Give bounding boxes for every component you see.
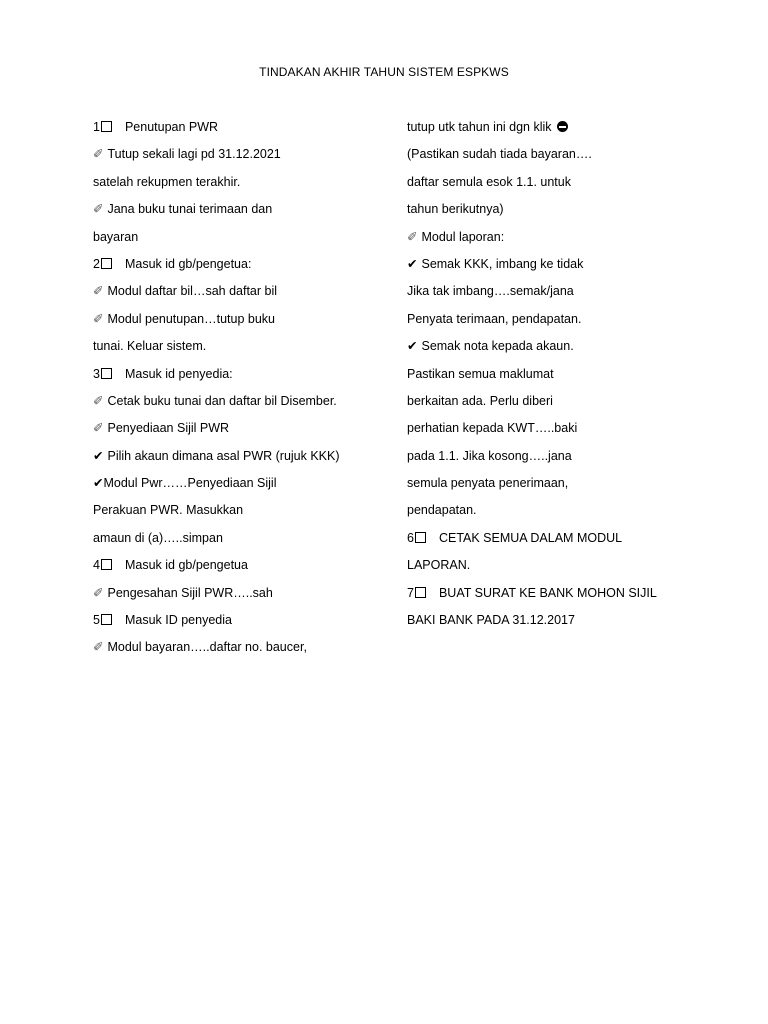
line-text: tutup utk tahun ini dgn klik <box>407 120 556 134</box>
line-text: Penyediaan Sijil PWR <box>107 421 230 436</box>
checkbox-icon <box>101 121 112 132</box>
document-line <box>407 556 707 583</box>
step-number: 2 <box>93 256 100 271</box>
document-line <box>407 200 707 227</box>
pencil-check-icon: ✐ <box>93 585 104 600</box>
minus-circle-icon <box>557 121 568 132</box>
document-title: TINDAKAN AKHIR TAHUN SISTEM ESPKWS <box>259 65 509 79</box>
pencil-check-icon: ✐ <box>93 421 104 436</box>
pencil-check-icon: ✐ <box>407 229 418 244</box>
document-line <box>407 419 707 446</box>
line-text: Pastikan semua maklumat <box>407 366 554 381</box>
step-heading <box>93 611 383 638</box>
checkbox-icon <box>415 587 426 598</box>
document-line <box>407 310 707 337</box>
document-line <box>93 584 383 611</box>
checkbox-icon <box>101 614 112 625</box>
step-heading <box>407 584 707 611</box>
line-text: perhatian kepada KWT…..baki <box>407 421 578 436</box>
line-text: Jika tak imbang….semak/jana <box>407 284 574 299</box>
line-text: Pilih akaun dimana asal PWR (rujuk KKK) <box>107 448 340 463</box>
line-text: (Pastikan sudah tiada bayaran…. <box>407 147 592 162</box>
pencil-check-icon: ✐ <box>93 311 104 326</box>
line-text: Tutup sekali lagi pd 31.12.2021 <box>107 147 281 162</box>
line-text: daftar semula esok 1.1. untuk <box>407 174 571 189</box>
document-line <box>407 474 707 501</box>
line-text: Semak KKK, imbang ke tidak <box>421 256 584 271</box>
step-number: 4 <box>93 558 100 573</box>
check-mark-icon: ✔ <box>93 476 104 491</box>
line-text: BAKI BANK PADA 31.12.2017 <box>407 613 575 628</box>
document-line <box>93 392 383 419</box>
document-line <box>407 447 707 474</box>
document-line <box>93 200 383 227</box>
checkbox-icon <box>101 258 112 269</box>
line-text: tunai. Keluar sistem. <box>93 339 207 354</box>
document-line <box>407 255 707 282</box>
step-number: 7 <box>407 585 414 600</box>
pencil-check-icon: ✐ <box>93 284 104 299</box>
document-line <box>93 529 383 556</box>
pencil-check-icon: ✐ <box>93 202 104 217</box>
step-label: Masuk id gb/pengetua: <box>124 256 252 271</box>
document-line <box>93 337 383 364</box>
line-text: Modul penutupan…tutup buku <box>107 311 275 326</box>
document-line <box>407 611 707 638</box>
line-text: pada 1.1. Jika kosong…..jana <box>407 448 572 463</box>
line-text: bayaran <box>93 229 139 244</box>
document-line <box>93 419 383 446</box>
step-label: Masuk id gb/pengetua <box>124 558 248 573</box>
line-text: Penyata terimaan, pendapatan. <box>407 311 582 326</box>
step-label: CETAK SEMUA DALAM MODUL <box>438 530 623 545</box>
line-text: Pengesahan Sijil PWR…..sah <box>107 585 273 600</box>
line-text: tahun berikutnya) <box>407 202 504 217</box>
document-line <box>93 474 383 501</box>
line-text: semula penyata penerimaan, <box>407 476 569 491</box>
document-line <box>407 365 707 392</box>
document-line <box>407 118 707 145</box>
line-text: amaun di (a)…..simpan <box>93 530 223 545</box>
line-text: Modul Pwr……Penyediaan Sijil <box>103 476 277 491</box>
line-text: Jana buku tunai terimaan dan <box>107 202 273 217</box>
document-line <box>93 282 383 309</box>
check-mark-icon: ✔ <box>407 256 418 271</box>
line-text: LAPORAN. <box>407 558 471 573</box>
line-text: Modul bayaran…..daftar no. baucer, <box>107 640 307 655</box>
document-line <box>93 173 383 200</box>
document-line <box>407 228 707 255</box>
line-text: Modul daftar bil…sah daftar bil <box>107 284 278 299</box>
line-text: pendapatan. <box>407 503 477 518</box>
document-line <box>407 282 707 309</box>
step-label: Penutupan PWR <box>124 120 219 134</box>
right-column <box>407 118 707 638</box>
step-number: 3 <box>93 366 100 381</box>
step-heading <box>407 529 707 556</box>
document-line <box>407 173 707 200</box>
pencil-check-icon: ✐ <box>93 393 104 408</box>
document-line <box>407 392 707 419</box>
document-line <box>93 501 383 528</box>
line-text: berkaitan ada. Perlu diberi <box>407 393 553 408</box>
checkbox-icon <box>101 368 112 379</box>
pencil-check-icon: ✐ <box>93 640 104 655</box>
document-line <box>407 337 707 364</box>
line-text: Semak nota kepada akaun. <box>421 339 574 354</box>
document-line <box>93 310 383 337</box>
step-label: BUAT SURAT KE BANK MOHON SIJIL <box>438 585 657 600</box>
pencil-check-icon: ✐ <box>93 147 104 162</box>
document-line <box>93 447 383 474</box>
line-text: Modul laporan: <box>421 229 505 244</box>
step-label: Masuk ID penyedia <box>124 613 232 628</box>
check-mark-icon: ✔ <box>407 339 418 354</box>
step-heading <box>93 118 383 145</box>
line-text: satelah rekupmen terakhir. <box>93 174 241 189</box>
step-number: 1 <box>93 120 100 134</box>
line-text: Cetak buku tunai dan daftar bil Disember. <box>107 393 337 408</box>
document-line <box>407 501 707 528</box>
step-heading <box>93 556 383 583</box>
left-column <box>93 118 383 666</box>
step-label: Masuk id penyedia: <box>124 366 233 381</box>
document-line <box>93 228 383 255</box>
document-line <box>407 145 707 172</box>
step-heading <box>93 255 383 282</box>
document-line <box>93 145 383 172</box>
step-number: 5 <box>93 613 100 628</box>
document-line <box>93 638 383 665</box>
checkbox-icon <box>415 532 426 543</box>
line-text: Perakuan PWR. Masukkan <box>93 503 244 518</box>
step-heading <box>93 365 383 392</box>
checkbox-icon <box>101 559 112 570</box>
step-number: 6 <box>407 530 414 545</box>
check-mark-icon: ✔ <box>93 448 104 463</box>
